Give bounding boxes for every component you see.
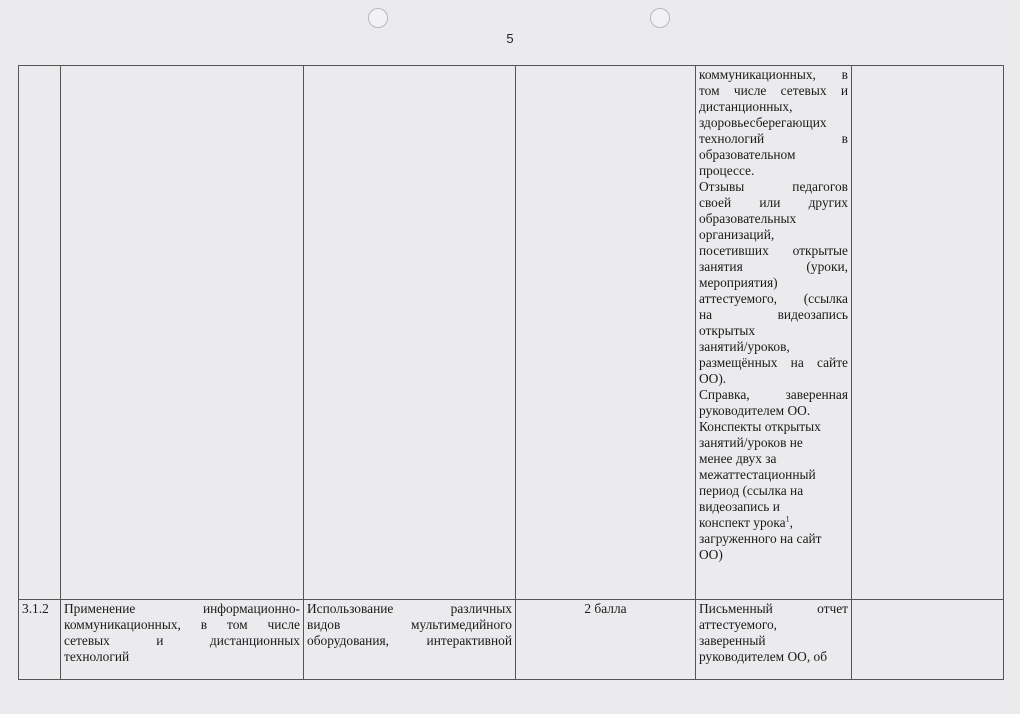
evidence-line-with-footnote: [699, 515, 848, 531]
indicator-line: видов мультимедийного: [307, 617, 512, 632]
page-number: 5: [506, 31, 514, 46]
evidence-line: загруженного на сайт: [699, 531, 822, 546]
evidence-line: на видеозапись: [699, 307, 848, 322]
table-row: [19, 600, 1004, 680]
name-line: коммуникационных, в том числе: [64, 617, 300, 632]
name-line: сетевых и дистанционных: [64, 633, 300, 648]
cell-notes: [852, 600, 1004, 680]
evidence-line: процессе.: [699, 163, 755, 178]
indicator-line: оборудования, интерактивной: [307, 633, 512, 648]
name-line: Применение информационно-: [64, 601, 300, 616]
evidence-line: открытых: [699, 323, 756, 338]
evidence-line: коммуникационных, в: [699, 67, 848, 82]
evidence-line: видеозапись и: [699, 499, 780, 514]
evidence-line: межаттестационный: [699, 467, 816, 482]
evidence-line: период (ссылка на: [699, 483, 804, 498]
footnote-tail: ,: [789, 515, 793, 530]
evidence-line: руководителем ОО, об: [699, 649, 828, 664]
cell-indicator: [304, 66, 516, 600]
evidence-line: своей или других: [699, 195, 848, 210]
evidence-line: ОО).: [699, 371, 727, 386]
evidence-line: Отзывы педагогов: [699, 179, 848, 194]
indicator-line: Использование различных: [307, 601, 512, 616]
cell-name: [61, 600, 304, 680]
evidence-line: технологий в: [699, 131, 848, 146]
name-line: технологий: [64, 649, 130, 664]
cell-evidence: [696, 600, 852, 680]
evidence-line: Конспекты открытых: [699, 419, 821, 434]
evidence-text: конспект урока: [699, 515, 786, 530]
evidence-line: заверенный: [699, 633, 766, 648]
cell-number: 3.1.2: [19, 600, 61, 680]
cell-evidence: [696, 66, 852, 600]
evidence-line: аттестуемого,: [699, 617, 778, 632]
evidence-line: менее двух за: [699, 451, 777, 466]
evidence-line: ОО): [699, 547, 723, 562]
evidence-line: аттестуемого, (ссылка: [699, 291, 848, 306]
cell-score: 2 балла: [516, 600, 696, 680]
evidence-line: занятий/уроков не: [699, 435, 803, 450]
evidence-line: занятий/уроков,: [699, 339, 790, 354]
cell-name: [61, 66, 304, 600]
evidence-line: Письменный отчет: [699, 601, 848, 616]
cell-indicator: [304, 600, 516, 680]
evidence-line: здоровьесберегающих: [699, 115, 827, 130]
evidence-line: дистанционных,: [699, 99, 793, 114]
punch-hole-left: [368, 8, 388, 28]
cell-score: [516, 66, 696, 600]
evidence-line: образовательном: [699, 147, 796, 162]
punch-hole-right: [650, 8, 670, 28]
evidence-line: том числе сетевых и: [699, 83, 848, 98]
evidence-line: образовательных: [699, 211, 797, 226]
cell-notes: [852, 66, 1004, 600]
evidence-line: руководителем ОО.: [699, 403, 811, 418]
cell-number: [19, 66, 61, 600]
evidence-line: размещённых на сайте: [699, 355, 848, 370]
evidence-line: посетивших открытые: [699, 243, 848, 258]
evidence-line: организаций,: [699, 227, 775, 242]
footnote-mark: 1: [785, 514, 790, 524]
evidence-line: Справка, заверенная: [699, 387, 848, 402]
table-row: [19, 66, 1004, 600]
criteria-table: [18, 65, 1004, 680]
evidence-line: мероприятия): [699, 275, 778, 290]
evidence-line: занятия (уроки,: [699, 259, 848, 274]
